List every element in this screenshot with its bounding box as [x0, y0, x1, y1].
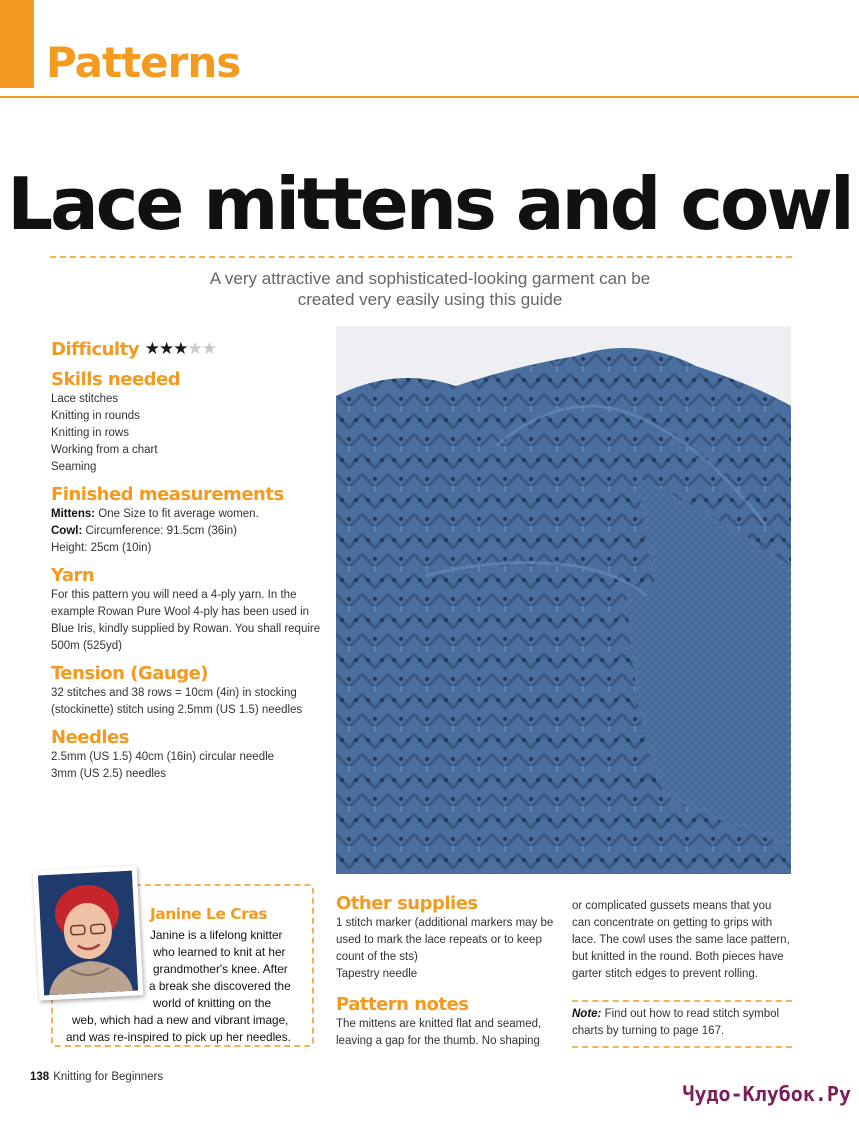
section-color-bar [0, 0, 34, 88]
difficulty-label: Difficulty [51, 339, 139, 360]
cowl-value: Circumference: 91.5cm (36in) [85, 525, 237, 537]
author-name: Janine Le Cras [150, 905, 268, 923]
measurements-heading: Finished measurements [51, 484, 284, 505]
yarn-text: For this pattern you will need a 4-ply yarn. In the example Rowan Pure Wool 4-ply has been used in Blue Iris, kindly supplied by Rowan. You shall require 500m (525yd) [51, 589, 321, 652]
skill-item: Knitting in rows [51, 427, 129, 439]
note-text: Find out how to read stitch symbol charts by turning to page 167. [572, 1008, 780, 1037]
pattern-notes-text: The mittens are knitted flat and seamed, leaving a gap for the thumb. No shaping [336, 1018, 542, 1047]
skill-item: Lace stitches [51, 393, 119, 405]
skill-item: Knitting in rounds [51, 410, 140, 422]
title-divider [50, 256, 792, 258]
difficulty-block [51, 338, 326, 361]
chart-note [572, 1006, 792, 1040]
cowl-size [51, 523, 326, 540]
bio-line: who learned to knit at her [153, 945, 286, 959]
bio-line: and was re-inspired to pick up her needles. [66, 1030, 291, 1044]
skill-item: Seaming [51, 461, 97, 473]
tension-block [51, 663, 326, 719]
header-rule [0, 96, 859, 98]
tension-text: 32 stitches and 38 rows = 10cm (4in) in stocking (stockinette) stitch using 2.5mm (US 1.5) needles [51, 687, 303, 716]
subtitle [150, 268, 710, 310]
supplies-text-2: Tapestry needle [336, 968, 418, 980]
bio-line: grandmother's knee. After [153, 962, 288, 976]
cowl-label: Cowl: [51, 525, 83, 537]
difficulty-heading [51, 338, 326, 361]
bio-line: Janine is a lifelong knitter [150, 928, 283, 942]
subtitle-line-2: created very easily using this guide [297, 290, 563, 309]
pattern-notes-continued: or complicated gussets means that you can concentrate on getting to grips with lace. The cowl uses the same lace pattern, but knitted in the round. Both pieces have garter stitch edges to prevent rolling. [572, 900, 790, 980]
yarn-heading: Yarn [51, 565, 95, 586]
page-number: 138 [30, 1071, 50, 1083]
page-footer [30, 1071, 163, 1083]
bio-line: world of knitting on the [153, 996, 272, 1010]
lace-photo-illustration [336, 326, 791, 874]
publication-name: Knitting for Beginners [53, 1071, 164, 1083]
supplies-text: 1 stitch marker (additional markers may be used to mark the lace repeats or to keep count of the sts) [336, 917, 554, 963]
author-photo [38, 871, 138, 996]
needles-block [51, 727, 326, 783]
cowl-height: Height: 25cm (10in) [51, 542, 152, 554]
needle-item: 2.5mm (US 1.5) 40cm (16in) circular needle [51, 751, 275, 763]
measurements-block [51, 484, 326, 557]
site-watermark: Чудо-Клубок.Ру [682, 1082, 851, 1106]
skills-heading: Skills needed [51, 369, 181, 390]
author-portrait [33, 865, 144, 1000]
note-divider-bottom [572, 1046, 792, 1048]
yarn-block [51, 565, 326, 655]
page-title: Lace mittens and cowl [7, 162, 852, 246]
pattern-notes-heading: Pattern notes [336, 994, 469, 1015]
author-portrait-illustration [38, 871, 138, 996]
bio-line: web, which had a new and vibrant image, [72, 1013, 289, 1027]
mittens-size [51, 506, 326, 523]
note-divider-top [572, 1000, 792, 1002]
note-label: Note: [572, 1008, 602, 1020]
specs-column [51, 338, 326, 791]
supplies-heading: Other supplies [336, 893, 478, 914]
star-empty-icon: ★★ [187, 339, 216, 359]
skill-item: Working from a chart [51, 444, 158, 456]
tension-heading: Tension (Gauge) [51, 663, 209, 684]
notes-continued-column [572, 898, 792, 983]
mittens-label: Mittens: [51, 508, 96, 520]
supplies-column [336, 893, 556, 1050]
subtitle-line-1: A very attractive and sophisticated-looking garment can be [209, 269, 651, 288]
bio-line: a break she discovered the [149, 979, 291, 993]
skills-list [51, 391, 326, 476]
knitted-lace-photo [336, 326, 791, 874]
section-title: Patterns [46, 38, 241, 87]
difficulty-stars [145, 339, 216, 359]
needles-heading: Needles [51, 727, 129, 748]
needle-item: 3mm (US 2.5) needles [51, 768, 167, 780]
skills-block [51, 369, 326, 476]
star-filled-icon: ★★★ [144, 339, 188, 359]
mittens-value: One Size to fit average women. [98, 508, 259, 520]
